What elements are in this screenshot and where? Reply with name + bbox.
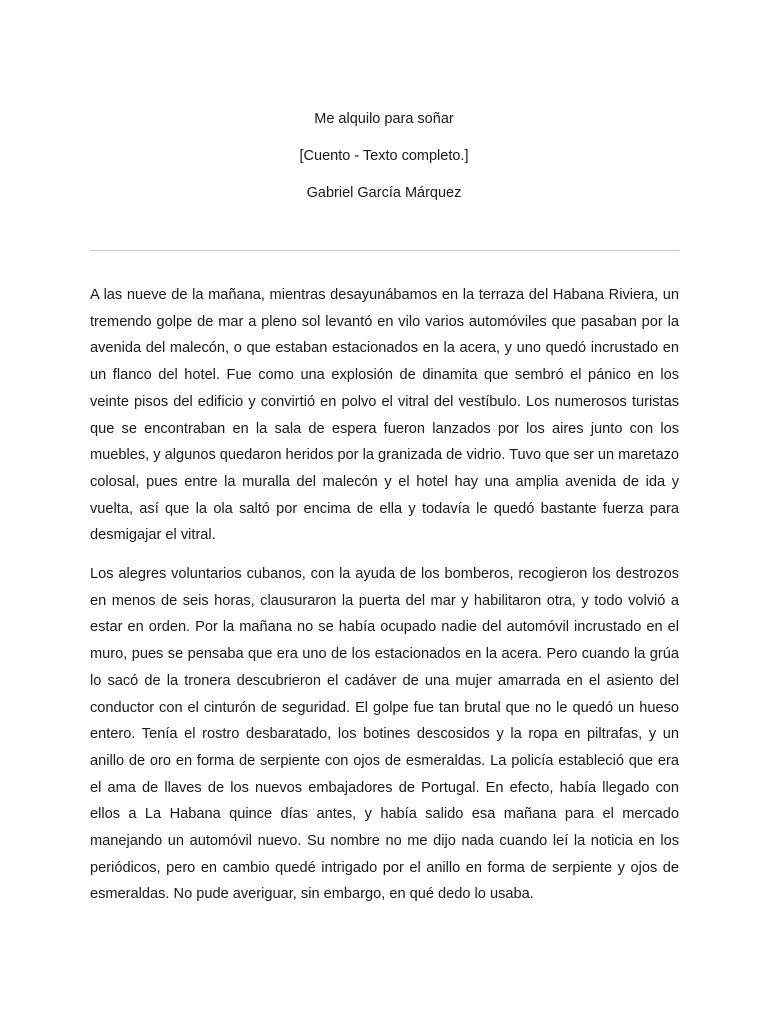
paragraph: A las nueve de la mañana, mientras desayunábamos en la terraza del Habana Riviera, un tremendo golpe de mar a pleno sol levantó en vilo varios automóviles que pasaban por la avenida del malecón, o que estaban estacionados en la acera, y uno quedó incrustado en un flanco del hotel. Fue como una explosión de dinamita que sembró el pánico en los veinte pisos del edificio y convirtió en polvo el vitral del vestíbulo. Los numerosos turistas que se encontraban en la sala de espera fueron lanzados por los aires junto con los muebles, y algunos quedaron heridos por la granizada de vidrio. Tuvo que ser un maretazo colosal, pues entre la muralla del malecón y el hotel hay una amplia avenida de ida y vuelta, así que la ola saltó por encima de ella y todavía le quedó bastante fuerza para desmigajar el vitral. (90, 287, 679, 544)
paragraph: Los alegres voluntarios cubanos, con la ayuda de los bomberos, recogieron los destrozos en menos de seis horas, clausuraron la puerta del mar y habilitaron otra, y todo volvió a estar en orden. Por la mañana no se había ocupado nadie del automóvil incrustado en el muro, pues se pensaba que era uno de los estacionados en la acera. Pero cuando la grúa lo sacó de la tronera descubrieron el cadáver de una mujer amarrada en el asiento del conductor con el cinturón de seguridad. El golpe fue tan brutal que no le quedó un hueso entero. Tenía el rostro desbaratado, los botines descosidos y la ropa en piltrafas, y un anillo de oro en forma de serpiente con ojos de esmeraldas. La policía estableció que era el ama de llaves de los nuevos embajadores de Portugal. En efecto, había llegado con ellos a La Habana quince días antes, y había salido esa mañana para el mercado manejando un automóvil nuevo. Su nombre no me dijo nada cuando leí la noticia en los periódicos, pero en cambio quedé intrigado por el anillo en forma de serpiente y ojos de esmeraldas. No pude averiguar, sin embargo, en qué dedo lo usaba. (90, 566, 679, 903)
document-subtitle: [Cuento - Texto completo.] (299, 148, 469, 164)
story-body (90, 282, 679, 920)
document-title: Me alquilo para soñar (314, 111, 454, 127)
header-divider (90, 250, 679, 251)
document-header (0, 110, 768, 221)
document-author: Gabriel García Márquez (306, 185, 462, 201)
